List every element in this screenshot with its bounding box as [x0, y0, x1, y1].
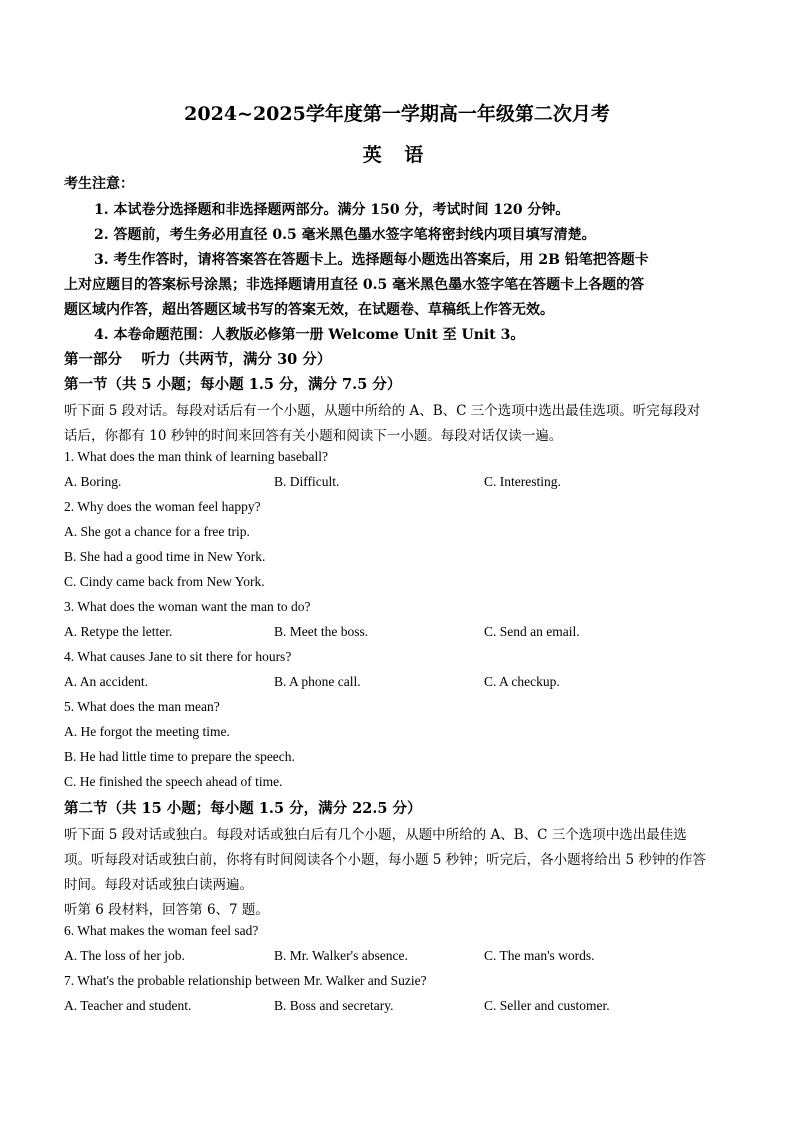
notice-line-5: 题区域内作答，超出答题区域书写的答案无效，在试题卷、草稿纸上作答无效。 [64, 302, 554, 318]
question-4-option-b: B. A phone call. [274, 674, 361, 689]
notice-line-4: 上对应题目的答案标号涂黑；非选择题请用直径 0.5 毫米黑色墨水签字笔在答题卡上各题的答 [64, 277, 645, 293]
question-7-stem: 7. What's the probable relationship between Mr. Walker and Suzie? [64, 973, 427, 988]
question-6-option-b: B. Mr. Walker's absence. [274, 948, 408, 963]
question-3-option-b: B. Meet the boss. [274, 624, 369, 639]
notice-line-6: 4. 本卷命题范围：人教版必修第一册 Welcome Unit 至 Unit 3。 [94, 327, 525, 343]
question-3-option-a: A. Retype the letter. [64, 624, 173, 639]
question-6-stem: 6. What makes the woman feel sad? [64, 923, 259, 938]
section1-instruction-2: 话后，你都有 10 秒钟的时间来回答有关小题和阅读下一小题。每段对话仅读一遍。 [64, 428, 563, 444]
question-2-stem: 2. Why does the woman feel happy? [64, 499, 261, 514]
question-7-option-a: A. Teacher and student. [64, 998, 192, 1013]
notice-heading: 考生注意： [64, 176, 134, 192]
question-7-option-b: B. Boss and secretary. [274, 998, 394, 1013]
question-3-option-c: C. Send an email. [484, 624, 580, 639]
section2-instruction-1: 听下面 5 段对话或独白。每段对话或独白后有几个小题，从题中所给的 A、B、C 三个选项中选出最佳选 [64, 827, 687, 843]
section2-instruction-2: 项。听每段对话或独白前，你将有时间阅读各个小题，每小题 5 秒钟；听完后，各小题将给出 5 秒钟的作答 [64, 852, 706, 868]
part1-heading: 第一部分 听力（共两节，满分 30 分） [64, 351, 332, 368]
question-2-option-c: C. Cindy came back from New York. [64, 574, 265, 589]
question-2-option-b: B. She had a good time in New York. [64, 549, 266, 564]
material-note: 听第 6 段材料，回答第 6、7 题。 [64, 902, 269, 918]
question-5-option-b: B. He had little time to prepare the speech. [64, 749, 295, 764]
question-4-option-c: C. A checkup. [484, 674, 560, 689]
question-2-option-a: A. She got a chance for a free trip. [64, 524, 250, 539]
question-5-stem: 5. What does the man mean? [64, 699, 220, 714]
question-4-option-a: A. An accident. [64, 674, 148, 689]
question-5-option-a: A. He forgot the meeting time. [64, 724, 230, 739]
question-5-option-c: C. He finished the speech ahead of time. [64, 774, 283, 789]
exam-title: 2024~2025学年度第一学期高一年级第二次月考 [184, 103, 610, 125]
section1-instruction-1: 听下面 5 段对话。每段对话后有一个小题，从题中所给的 A、B、C 三个选项中选出最佳选项。听完每段对 [64, 403, 701, 419]
notice-line-3: 3. 考生作答时，请将答案答在答题卡上。选择题每小题选出答案后，用 2B 铅笔把答题卡 [94, 252, 649, 268]
section2-heading: 第二节（共 15 小题；每小题 1.5 分，满分 22.5 分） [64, 800, 422, 817]
question-1-option-c: C. Interesting. [484, 474, 561, 489]
question-6-option-c: C. The man's words. [484, 948, 595, 963]
notice-line-1: 1. 本试卷分选择题和非选择题两部分。满分 150 分，考试时间 120 分钟。 [94, 202, 570, 218]
question-6-option-a: A. The loss of her job. [64, 948, 185, 963]
notice-line-2: 2. 答题前，考生务必用直径 0.5 毫米黑色墨水签字笔将密封线内项目填写清楚。 [94, 227, 596, 243]
section2-instruction-3: 时间。每段对话或独白读两遍。 [64, 877, 253, 893]
question-1-stem: 1. What does the man think of learning baseball? [64, 449, 329, 464]
section1-heading: 第一节（共 5 小题；每小题 1.5 分，满分 7.5 分） [64, 376, 402, 393]
question-3-stem: 3. What does the woman want the man to do? [64, 599, 311, 614]
question-1-option-a: A. Boring. [64, 474, 122, 489]
exam-subject: 英 语 [362, 144, 432, 166]
question-1-option-b: B. Difficult. [274, 474, 340, 489]
question-4-stem: 4. What causes Jane to sit there for hours? [64, 649, 292, 664]
question-7-option-c: C. Seller and customer. [484, 998, 610, 1013]
